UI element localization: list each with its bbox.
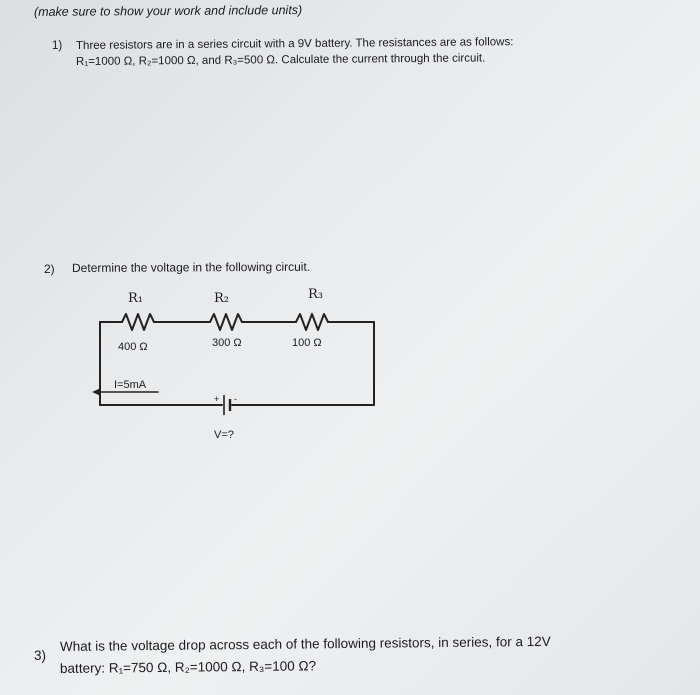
resistor-r1-symbol [122,314,154,330]
question-3-line-1: What is the voltage drop across each of the following resistors, in series, for a 12V [59,633,551,654]
question-2-text: Determine the voltage in the following circuit. [71,259,311,275]
r2-value: 300 Ω [212,337,242,349]
r1-label: R₁ [128,291,143,306]
question-1-line-2: R₁=1000 Ω, R₂=1000 Ω, and R₃=500 Ω. Calculate the current through the circuit. [75,52,486,68]
resistor-r3-symbol [296,314,328,330]
current-arrow-head [92,388,101,396]
question-3-line-2: battery: R₁=750 Ω, R₂=1000 Ω, R₃=100 Ω? [59,658,317,676]
question-1-line-1: Three resistors are in a series circuit with a 9V battery. The resistances are as follows: [75,36,514,52]
battery-symbol [224,395,230,415]
question-3-number: 3) [34,648,47,663]
r3-label: R₃ [308,287,323,302]
r3-value: 100 Ω [292,337,322,349]
instructions-header: (make sure to show your work and include units) [33,3,303,19]
voltage-unknown-label: V=? [214,429,234,441]
question-1-number: 1) [52,40,63,52]
r1-value: 400 Ω [118,341,148,353]
question-2-number: 2) [44,262,55,276]
current-label: I=5mA [114,379,147,391]
battery-plus-sign: + [214,394,220,404]
resistor-r2-symbol [210,314,242,330]
battery-minus-sign: - [234,394,237,404]
r2-label: R₂ [214,291,229,306]
